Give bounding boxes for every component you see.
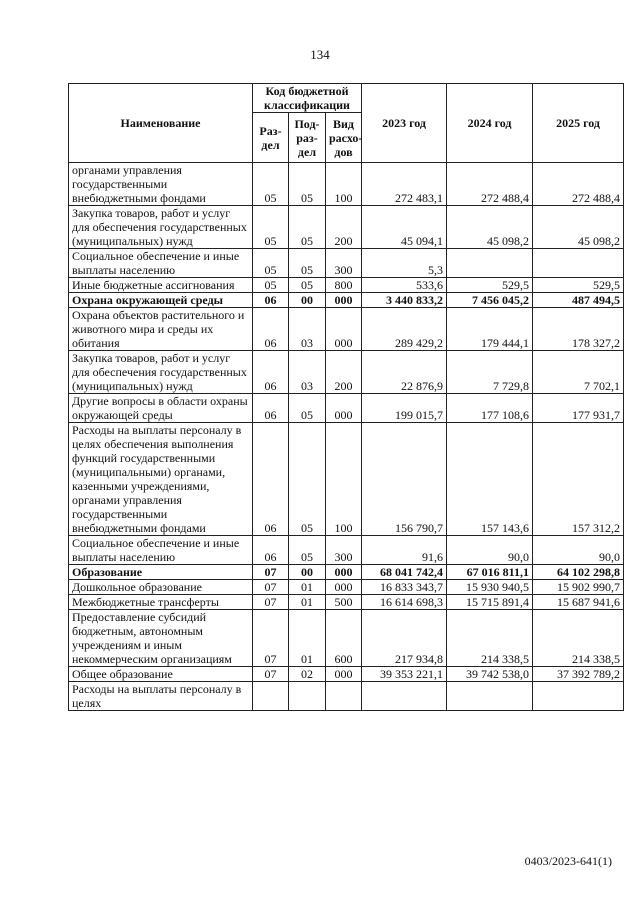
table-row <box>69 293 624 308</box>
row-value-2024: 15 715 891,4 <box>447 595 533 610</box>
row-expense-type: 600 <box>326 610 362 667</box>
row-value-2025: 45 098,2 <box>533 206 624 249</box>
row-value-2023: 16 614 698,3 <box>362 595 447 610</box>
row-expense-type: 200 <box>326 206 362 249</box>
header-subsection: Под- раз- дел <box>289 113 326 163</box>
table-row <box>69 595 624 610</box>
row-expense-type <box>326 682 362 711</box>
row-value-2025: 529,5 <box>533 278 624 293</box>
row-expense-type: 100 <box>326 423 362 536</box>
row-name: Образование <box>69 565 253 580</box>
row-section: 06 <box>253 394 289 423</box>
table-row <box>69 351 624 394</box>
row-value-2025: 64 102 298,8 <box>533 565 624 580</box>
row-section: 07 <box>253 565 289 580</box>
row-value-2023: 156 790,7 <box>362 423 447 536</box>
row-name: Дошкольное образование <box>69 580 253 595</box>
table-row <box>69 278 624 293</box>
row-name: Другие вопросы в области охраны окружающей среды <box>69 394 253 423</box>
row-expense-type: 000 <box>326 293 362 308</box>
row-value-2024 <box>447 249 533 278</box>
table-row <box>69 682 624 711</box>
row-section: 06 <box>253 351 289 394</box>
header-section: Раз- дел <box>253 113 289 163</box>
budget-table <box>68 83 624 711</box>
row-name: Общее образование <box>69 667 253 682</box>
row-expense-type: 500 <box>326 595 362 610</box>
row-expense-type: 000 <box>326 394 362 423</box>
row-value-2023 <box>362 682 447 711</box>
table-row <box>69 580 624 595</box>
row-subsection: 05 <box>289 423 326 536</box>
table-row <box>69 423 624 536</box>
row-value-2023: 217 934,8 <box>362 610 447 667</box>
row-section: 05 <box>253 163 289 206</box>
row-value-2023: 39 353 221,1 <box>362 667 447 682</box>
row-value-2023: 199 015,7 <box>362 394 447 423</box>
row-expense-type: 200 <box>326 351 362 394</box>
row-value-2025: 487 494,5 <box>533 293 624 308</box>
header-2025: 2025 год <box>533 84 624 163</box>
header-2023: 2023 год <box>362 84 447 163</box>
row-value-2025: 37 392 789,2 <box>533 667 624 682</box>
row-value-2023: 68 041 742,4 <box>362 565 447 580</box>
table-row <box>69 249 624 278</box>
row-value-2025 <box>533 682 624 711</box>
row-subsection: 05 <box>289 278 326 293</box>
row-name: Охрана окружающей среды <box>69 293 253 308</box>
row-value-2024: 45 098,2 <box>447 206 533 249</box>
row-value-2025: 7 702,1 <box>533 351 624 394</box>
row-value-2023: 5,3 <box>362 249 447 278</box>
row-section: 06 <box>253 536 289 565</box>
row-value-2024: 15 930 940,5 <box>447 580 533 595</box>
row-value-2024: 67 016 811,1 <box>447 565 533 580</box>
row-section: 05 <box>253 206 289 249</box>
row-value-2025: 157 312,2 <box>533 423 624 536</box>
row-value-2024: 7 456 045,2 <box>447 293 533 308</box>
row-value-2023: 45 094,1 <box>362 206 447 249</box>
row-value-2024: 272 488,4 <box>447 163 533 206</box>
row-name: органами управления государственными внебюджетными фондами <box>69 163 253 206</box>
row-name: Закупка товаров, работ и услуг для обеспечения государственных (муниципальных) нужд <box>69 206 253 249</box>
row-subsection: 03 <box>289 351 326 394</box>
row-subsection: 00 <box>289 565 326 580</box>
row-name: Расходы на выплаты персоналу в целях обеспечения выполнения функций государственными (муниципальными) органами, казенными учреждениями, органами управления государственными внебюджетными фондами <box>69 423 253 536</box>
row-subsection: 01 <box>289 580 326 595</box>
row-value-2023: 272 483,1 <box>362 163 447 206</box>
row-value-2025: 214 338,5 <box>533 610 624 667</box>
row-subsection: 02 <box>289 667 326 682</box>
row-name: Расходы на выплаты персоналу в целях <box>69 682 253 711</box>
row-value-2024: 39 742 538,0 <box>447 667 533 682</box>
table-row <box>69 667 624 682</box>
row-name: Охрана объектов растительного и животного мира и среды их обитания <box>69 308 253 351</box>
row-value-2023: 22 876,9 <box>362 351 447 394</box>
row-subsection: 03 <box>289 308 326 351</box>
row-name: Закупка товаров, работ и услуг для обеспечения государственных (муниципальных) нужд <box>69 351 253 394</box>
row-value-2024 <box>447 682 533 711</box>
row-value-2025: 90,0 <box>533 536 624 565</box>
row-value-2023: 289 429,2 <box>362 308 447 351</box>
row-value-2025: 178 327,2 <box>533 308 624 351</box>
table-row <box>69 163 624 206</box>
row-value-2024: 157 143,6 <box>447 423 533 536</box>
row-value-2025: 15 687 941,6 <box>533 595 624 610</box>
table-row <box>69 536 624 565</box>
row-value-2023: 533,6 <box>362 278 447 293</box>
row-section: 05 <box>253 249 289 278</box>
row-name: Межбюджетные трансферты <box>69 595 253 610</box>
table-body <box>69 163 624 711</box>
row-name: Иные бюджетные ассигнования <box>69 278 253 293</box>
row-subsection: 05 <box>289 536 326 565</box>
row-value-2024: 7 729,8 <box>447 351 533 394</box>
page-number: 134 <box>310 47 330 62</box>
document-code: 0403/2023-641(1) <box>524 854 612 868</box>
row-section: 05 <box>253 278 289 293</box>
row-section: 07 <box>253 667 289 682</box>
row-expense-type: 000 <box>326 308 362 351</box>
row-value-2024: 529,5 <box>447 278 533 293</box>
row-value-2025: 177 931,7 <box>533 394 624 423</box>
row-value-2025: 15 902 990,7 <box>533 580 624 595</box>
row-subsection: 01 <box>289 610 326 667</box>
row-expense-type: 300 <box>326 536 362 565</box>
row-name: Социальное обеспечение и иные выплаты населению <box>69 536 253 565</box>
row-subsection: 05 <box>289 394 326 423</box>
row-section: 07 <box>253 610 289 667</box>
row-expense-type: 000 <box>326 580 362 595</box>
row-value-2024: 179 444,1 <box>447 308 533 351</box>
row-section: 06 <box>253 308 289 351</box>
row-subsection: 05 <box>289 206 326 249</box>
row-expense-type: 000 <box>326 565 362 580</box>
row-subsection: 00 <box>289 293 326 308</box>
row-value-2024: 177 108,6 <box>447 394 533 423</box>
header-code-group: Код бюджетной классификации <box>253 84 362 113</box>
row-subsection <box>289 682 326 711</box>
row-expense-type: 000 <box>326 667 362 682</box>
row-subsection: 01 <box>289 595 326 610</box>
row-value-2023: 16 833 343,7 <box>362 580 447 595</box>
row-section: 06 <box>253 293 289 308</box>
row-name: Социальное обеспечение и иные выплаты населению <box>69 249 253 278</box>
header-name: Наименование <box>69 84 253 163</box>
table-row <box>69 394 624 423</box>
row-value-2025 <box>533 249 624 278</box>
row-section <box>253 682 289 711</box>
header-2024: 2024 год <box>447 84 533 163</box>
header-expense-type: Вид расхо- дов <box>326 113 362 163</box>
row-subsection: 05 <box>289 163 326 206</box>
row-section: 06 <box>253 423 289 536</box>
row-expense-type: 100 <box>326 163 362 206</box>
row-value-2024: 90,0 <box>447 536 533 565</box>
row-expense-type: 800 <box>326 278 362 293</box>
row-subsection: 05 <box>289 249 326 278</box>
table-row <box>69 565 624 580</box>
row-expense-type: 300 <box>326 249 362 278</box>
row-section: 07 <box>253 580 289 595</box>
row-value-2023: 91,6 <box>362 536 447 565</box>
table-row <box>69 206 624 249</box>
row-section: 07 <box>253 595 289 610</box>
row-name: Предоставление субсидий бюджетным, автономным учреждениям и иным некоммерческим организациям <box>69 610 253 667</box>
row-value-2025: 272 488,4 <box>533 163 624 206</box>
row-value-2023: 3 440 833,2 <box>362 293 447 308</box>
table-row <box>69 308 624 351</box>
row-value-2024: 214 338,5 <box>447 610 533 667</box>
table-row <box>69 610 624 667</box>
